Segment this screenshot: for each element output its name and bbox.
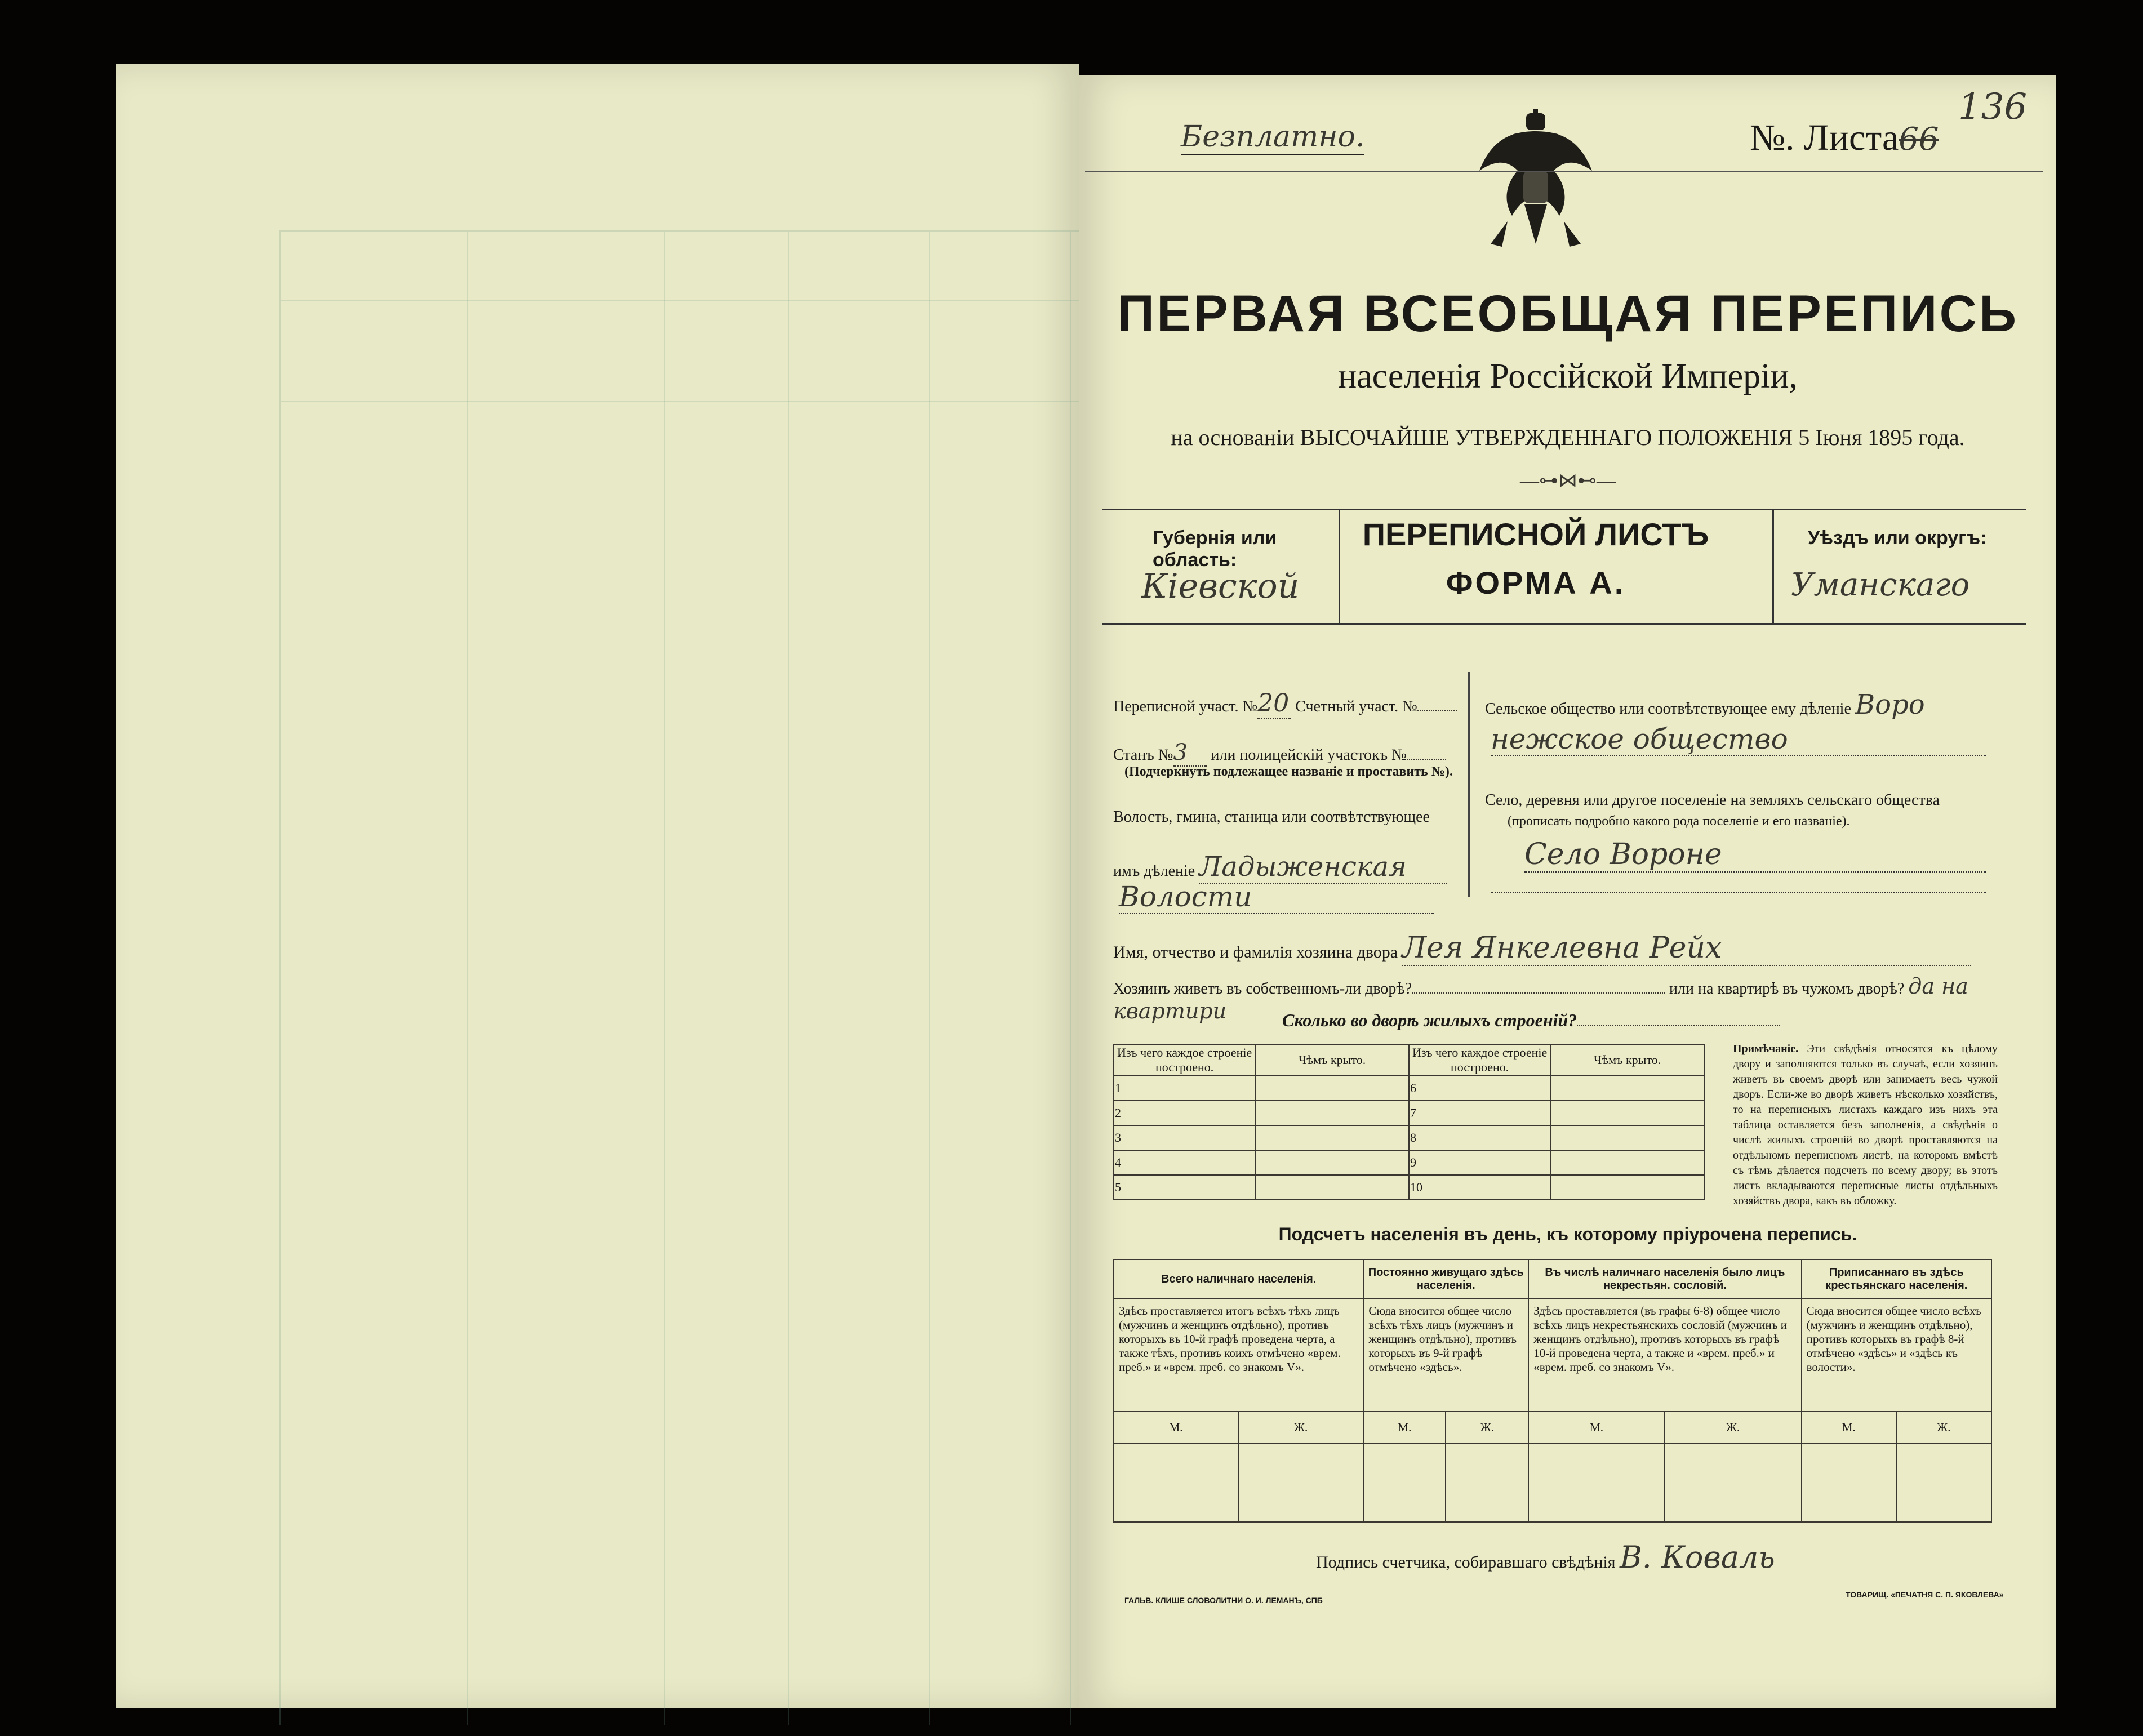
- census-district-row: [1113, 689, 1457, 719]
- roof-cell: [1255, 1175, 1409, 1200]
- buildings-question: Сколько во дворѣ жилыхъ строеній?: [1282, 1010, 1577, 1030]
- form-header-box: [1102, 509, 2026, 625]
- row-number: 2: [1114, 1101, 1255, 1125]
- count-cell: [1114, 1443, 1238, 1522]
- stan-value: 3: [1173, 740, 1207, 767]
- left-page: [116, 64, 1079, 1708]
- male-header: М.: [1802, 1412, 1896, 1443]
- volost-value: Ладыженская: [1199, 851, 1447, 884]
- uezd-cell: [1772, 510, 2028, 623]
- double-headed-eagle-icon: [1468, 109, 1603, 255]
- archive-number: 136: [1958, 86, 2028, 128]
- signature-row: [1316, 1539, 1775, 1575]
- subtitle: населенія Россійской Имперіи,: [1337, 357, 1798, 395]
- count-district-label: Счетный участ. №: [1295, 698, 1417, 715]
- header-rule: [1085, 171, 2043, 172]
- census-district-label: Переписной участ. №: [1113, 698, 1258, 715]
- female-header: Ж.: [1446, 1412, 1528, 1443]
- stan-row: [1113, 740, 1446, 767]
- village-fill-line: [1491, 892, 1986, 893]
- sheet-no-label: №. Листа: [1750, 117, 1899, 158]
- row-number: 7: [1409, 1101, 1550, 1125]
- row-number: 8: [1409, 1125, 1550, 1150]
- col-header-material-2: Изъ чего каждое строеніе построено.: [1409, 1044, 1550, 1076]
- police-fill: [1407, 759, 1446, 760]
- row-number: 9: [1409, 1150, 1550, 1175]
- owner-value: Лея Янкелевна Рейх: [1402, 931, 1971, 966]
- volost-row: [1113, 851, 1447, 884]
- field-divider: [1468, 672, 1470, 897]
- village-label: Село, деревня или другое поселеніе на земляхъ сельскаго общества: [1485, 791, 1940, 809]
- count-col-body-1: Здѣсь проставляется итогъ всѣхъ тѣхъ лицъ (мужчинъ и женщинъ отдѣльно), противъ которыхъ въ 10-й графѣ проведена черта, а также тѣхъ, противъ коихъ отмѣчено «врем. преб.» и «врем. преб. со знакомъ V».: [1114, 1299, 1363, 1412]
- note-block: [1733, 1041, 1998, 1209]
- sheet-number: [1750, 117, 1939, 159]
- owner-row: [1113, 931, 1971, 966]
- row-number: 1: [1114, 1076, 1255, 1101]
- note-title: Примѣчаніе.: [1733, 1043, 1799, 1055]
- owner-label: Имя, отчество и фамилія хозяина двора: [1113, 943, 1398, 962]
- row-number: 6: [1409, 1076, 1550, 1101]
- lives-own-label: Хозяинъ живетъ въ собственномъ-ли дворѣ?: [1113, 980, 1412, 998]
- footer-right: ТОВАРИЩ. «ПЕЧАТНЯ С. П. ЯКОВЛЕВА»: [1846, 1590, 2004, 1599]
- female-header: Ж.: [1665, 1412, 1802, 1443]
- underline-note: (Подчеркнуть подлежащее названіе и проставить №).: [1124, 764, 1453, 779]
- signature-label: Подпись счетчика, собиравшаго свѣдѣнія: [1316, 1553, 1616, 1572]
- gubernia-value: Кіевской: [1141, 567, 1300, 606]
- buildings-table: [1113, 1044, 1705, 1200]
- count-col-head-1: Всего наличнаго населенія.: [1114, 1259, 1363, 1299]
- male-header: М.: [1363, 1412, 1446, 1443]
- sheet-no-value: 66: [1899, 121, 1939, 158]
- roof-cell: [1550, 1076, 1704, 1101]
- female-header: Ж.: [1238, 1412, 1363, 1443]
- census-district-value: 20: [1257, 689, 1291, 719]
- census-form-page: [1079, 75, 2056, 1708]
- uezd-label: Уѣздъ или округъ:: [1808, 527, 1987, 549]
- gubernia-label: Губернія или область:: [1153, 527, 1277, 571]
- row-number: 4: [1114, 1150, 1255, 1175]
- gubernia-cell: [1102, 510, 1340, 623]
- buildings-question-row: [1282, 1010, 1780, 1031]
- roof-cell: [1550, 1175, 1704, 1200]
- lives-rent-value: да на квартири: [1113, 974, 1968, 1023]
- society-label: Сельское общество или соотвѣтствующее ему дѣленіе: [1485, 700, 1851, 718]
- count-cell: [1238, 1443, 1363, 1522]
- village-value: Село Вороне: [1524, 838, 1986, 873]
- male-header: М.: [1528, 1412, 1665, 1443]
- free-label: Безплатно.: [1181, 120, 1364, 155]
- lives-own-fill: [1412, 992, 1665, 994]
- volost-label: Волость, гмина, станица или соотвѣтствующее: [1113, 808, 1430, 826]
- count-col-head-2: Постоянно живущаго здѣсь населенія.: [1363, 1259, 1528, 1299]
- count-col-body-3: Здѣсь проставляется (въ графы 6-8) общее число всѣхъ лицъ некрестьянскихъ сословій (мужчинъ и женщинъ отдѣльно), противъ которыхъ въ графѣ 10-й проведена черта, а также и «врем. преб.» и «врем. преб. со знакомъ V».: [1528, 1299, 1801, 1412]
- female-header: Ж.: [1896, 1412, 1991, 1443]
- signature-value: В. Коваль: [1620, 1539, 1775, 1575]
- roof-cell: [1550, 1125, 1704, 1150]
- count-district-fill: [1417, 710, 1457, 711]
- stan-label: Станъ №: [1113, 746, 1173, 764]
- roof-cell: [1255, 1125, 1409, 1150]
- police-label: или полицейскій участокъ №: [1211, 746, 1407, 764]
- count-table: [1113, 1259, 1992, 1523]
- roof-cell: [1255, 1150, 1409, 1175]
- roof-cell: [1255, 1076, 1409, 1101]
- society-row: [1485, 689, 1925, 720]
- count-cell: [1528, 1443, 1665, 1522]
- count-cell: [1665, 1443, 1802, 1522]
- basis-line: на основаніи ВЫСОЧАЙШЕ УТВЕРЖДЕННАГО ПОЛОЖЕНІЯ 5 Іюня 1895 года.: [1171, 425, 1965, 450]
- society-value: Воро: [1855, 689, 1925, 720]
- count-section-title: Подсчетъ населенія въ день, къ которому пріурочена перепись.: [1278, 1224, 1857, 1244]
- count-col-body-2: Сюда вносится общее число всѣхъ тѣхъ лицъ (мужчинъ и женщинъ отдѣльно), противъ которыхъ въ 9-й графѣ отмѣчено «здѣсь».: [1363, 1299, 1528, 1412]
- roof-cell: [1550, 1150, 1704, 1175]
- count-col-head-4: Приписаннаго въ здѣсь крестьянскаго населенія.: [1802, 1259, 1991, 1299]
- roof-cell: [1255, 1101, 1409, 1125]
- village-note: (прописать подробно какого рода поселеніе и его названіе).: [1508, 814, 1850, 829]
- row-number: 3: [1114, 1125, 1255, 1150]
- male-header: М.: [1114, 1412, 1238, 1443]
- form-title: ПЕРЕПИСНОЙ ЛИСТЪ: [1362, 517, 1709, 552]
- ornament-divider: —⊶⋈⊷—: [1520, 470, 1616, 491]
- row-number: 5: [1114, 1175, 1255, 1200]
- note-text: Эти свѣдѣнія относятся къ цѣлому двору и заполняются только въ случаѣ, если хозяинъ живетъ въ своемъ дворѣ или занимаетъ весь чужой дворъ. Если-же во дворѣ живетъ нѣсколько хозяйствъ, то на переписныхъ листахъ каждаго изъ нихъ эта таблица оставляется безъ заполненія, а свѣдѣнія о числѣ жилыхъ строеній во дворѣ проставляются на отдѣльномъ переписномъ листѣ, на которомъ вмѣстѣ съ тѣмъ дѣлается подсчетъ по всему двору; въ этотъ листъ вкладываются переписные листы отдѣльныхъ хозяйствъ двора, какъ въ обложку.: [1733, 1043, 1998, 1207]
- volost-value-2: Волости: [1119, 880, 1434, 914]
- count-cell: [1802, 1443, 1896, 1522]
- count-col-head-3: Въ числѣ наличнаго населенія было лицъ некрестьян. сословій.: [1528, 1259, 1801, 1299]
- lives-rent-label: или на квартирѣ въ чужомъ дворѣ?: [1669, 980, 1905, 998]
- row-number: 10: [1409, 1175, 1550, 1200]
- society-value-2: нежское общество: [1491, 723, 1986, 756]
- uezd-value: Уманскаго: [1791, 567, 1970, 603]
- count-col-body-4: Сюда вносится общее число всѣхъ (мужчинъ и женщинъ отдѣльно), противъ которыхъ въ графѣ 8-й отмѣчено «здѣсь» и «здѣсь къ волости».: [1802, 1299, 1991, 1412]
- main-title: ПЕРВАЯ ВСЕОБЩАЯ ПЕРЕПИСЬ: [1117, 285, 2019, 342]
- count-cell: [1446, 1443, 1528, 1522]
- volost-label-2: имъ дѣленіе: [1113, 862, 1195, 880]
- count-cell: [1896, 1443, 1991, 1522]
- col-header-roof-2: Чѣмъ крыто.: [1550, 1044, 1704, 1076]
- col-header-material: Изъ чего каждое строеніе построено.: [1114, 1044, 1255, 1076]
- ghost-print: [279, 230, 1126, 1725]
- buildings-fill: [1577, 1025, 1780, 1026]
- col-header-roof: Чѣмъ крыто.: [1255, 1044, 1409, 1076]
- count-cell: [1363, 1443, 1446, 1522]
- footer-left: ГАЛЬВ. КЛИШЕ СЛОВОЛИТНИ О. И. ЛЕМАНЪ, СПБ: [1124, 1596, 1323, 1605]
- roof-cell: [1550, 1101, 1704, 1125]
- form-sub: ФОРМА А.: [1446, 565, 1626, 600]
